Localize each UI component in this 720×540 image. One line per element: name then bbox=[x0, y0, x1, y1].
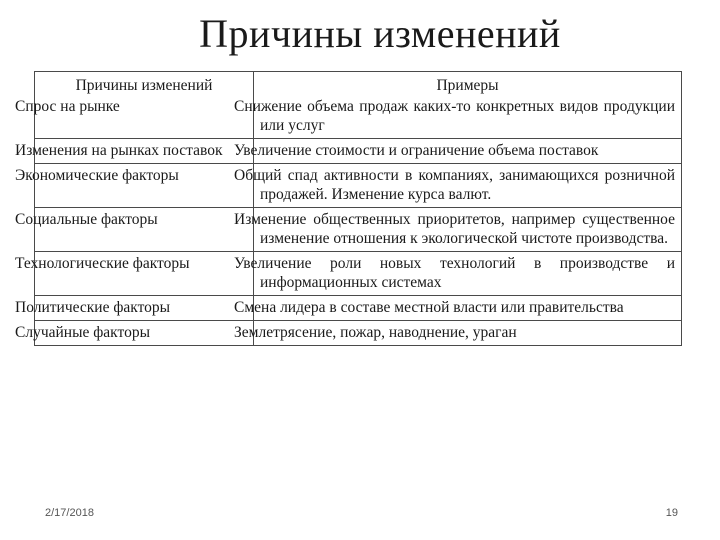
example-cell: Увеличение роли новых технологий в производстве и информационных системах bbox=[254, 252, 682, 296]
table-row bbox=[35, 208, 682, 252]
example-cell: Увеличение стоимости и ограничение объема поставок bbox=[254, 139, 682, 164]
table-row bbox=[35, 296, 682, 321]
slide-title: Причины изменений bbox=[199, 11, 561, 56]
cause-cell: Случайные факторы bbox=[35, 321, 254, 346]
table-row bbox=[35, 252, 682, 296]
example-cell: Общий спад активности в компаниях, занимающихся розничной продажей. Изменение курса валют. bbox=[254, 164, 682, 208]
example-cell: Снижение объема продаж каких-то конкретных видов продукции или услуг bbox=[254, 95, 682, 139]
table-row bbox=[35, 164, 682, 208]
page-number: 19 bbox=[665, 507, 678, 519]
table-row bbox=[35, 95, 682, 139]
example-cell: Изменение общественных приоритетов, например существенное изменение отношения к экологической чистоте производства. bbox=[254, 208, 682, 252]
header-causes: Причины изменений bbox=[35, 72, 254, 96]
footer-date: 2/17/2018 bbox=[45, 507, 94, 519]
table-row bbox=[35, 321, 682, 346]
cause-cell: Изменения на рынках поставок bbox=[35, 139, 254, 164]
cause-cell: Спрос на рынке bbox=[35, 95, 254, 139]
table-header-row bbox=[35, 72, 682, 96]
header-examples: Примеры bbox=[254, 72, 682, 96]
example-cell: Землетрясение, пожар, наводнение, ураган bbox=[254, 321, 682, 346]
cause-cell: Технологические факторы bbox=[35, 252, 254, 296]
example-cell: Смена лидера в составе местной власти или правительства bbox=[254, 296, 682, 321]
cause-cell: Социальные факторы bbox=[35, 208, 254, 252]
causes-table bbox=[15, 71, 682, 346]
cause-cell: Политические факторы bbox=[35, 296, 254, 321]
cause-cell: Экономические факторы bbox=[35, 164, 254, 208]
table-row bbox=[35, 139, 682, 164]
